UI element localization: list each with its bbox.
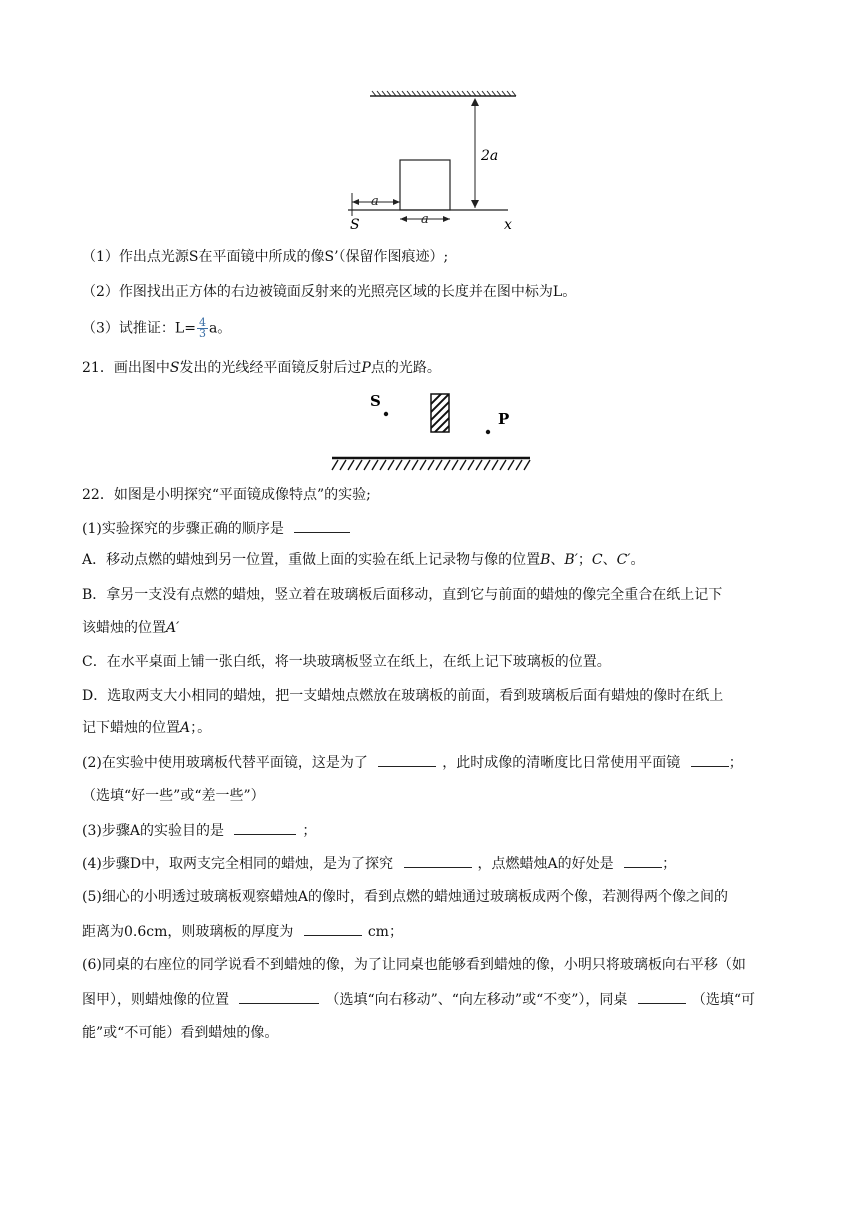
step2-text-b: ，此时成像的清晰度比日常使用平面镜 <box>442 755 681 771</box>
q20-part2: （2）作图找出正方体的右边被镜面反射来的光照亮区域的长度并在图中标为L。 <box>82 284 577 300</box>
q22-step5-line2 <box>82 921 403 942</box>
mirror-cube-figure <box>340 88 525 233</box>
answer-blank-1[interactable] <box>294 518 350 533</box>
q21-text-c: 点的光路。 <box>370 360 441 376</box>
q22-option-c: C．在水平桌面上铺一张白纸，将一块玻璃板竖立在纸上，在纸上记下玻璃板的位置。 <box>82 654 611 670</box>
option-a-B: B <box>540 552 551 568</box>
q21-P: P <box>361 360 371 376</box>
q20-part3 <box>82 318 231 339</box>
answer-blank-4[interactable] <box>234 820 296 835</box>
step6-text-a: 图甲），则蜡烛像的位置 <box>82 992 229 1008</box>
q21-text-a: 21．画出图中 <box>82 360 170 376</box>
q22-step4 <box>82 853 676 874</box>
q22-intro: 22．如图是小明探究“平面镜成像特点”的实验; <box>82 487 371 503</box>
q22-step6-line2 <box>82 989 755 1010</box>
answer-blank-9[interactable] <box>638 989 686 1004</box>
q21-text-b: 发出的光线经平面镜反射后过 <box>179 360 362 376</box>
step4-text-b: ，点燃蜡烛A的好处是 <box>477 856 614 872</box>
q20-part1: （1）作出点光源S在平面镜中所成的像S’（保留作图痕迹）; <box>82 249 449 265</box>
q22-option-b-line2 <box>82 618 179 638</box>
option-a-sep3: 、 <box>602 552 617 568</box>
q22-step6-line1: (6)同桌的右座位的同学说看不到蜡烛的像，为了让同桌也能够看到蜡烛的像，小明只将玻璃板向右平移（如 <box>82 957 746 973</box>
q22-step2-line1 <box>82 752 743 773</box>
option-a-end: 。 <box>630 552 645 568</box>
option-a-sep2: ； <box>577 552 592 568</box>
answer-blank-6[interactable] <box>624 853 662 868</box>
option-d-end: ；。 <box>190 720 212 736</box>
fraction-4-3 <box>197 318 208 339</box>
q22-option-b-line1: B．拿另一支没有点燃的蜡烛，竖立着在玻璃板后面移动，直到它与前面的蜡烛的像完全重合在纸上记下 <box>82 587 723 603</box>
q22-step3 <box>82 820 316 841</box>
answer-blank-5[interactable] <box>404 853 472 868</box>
q21-S: S <box>169 360 180 376</box>
q22-step5-line1: (5)细心的小明透过玻璃板观察蜡烛A的像时，看到点燃的蜡烛通过玻璃板成两个像，若测得两个像之间的 <box>82 889 728 905</box>
fraction-numerator: 4 <box>198 316 206 329</box>
label-S: S <box>350 217 360 233</box>
label-a-left: a <box>371 194 379 209</box>
answer-blank-8[interactable] <box>239 989 319 1004</box>
q20-part3-suffix: a。 <box>208 320 232 337</box>
q22-option-a <box>82 550 644 570</box>
q22-step2-line2: （选填“好一些”或“差一些”） <box>82 788 265 804</box>
option-a-Bprime: B′ <box>564 552 578 568</box>
q22-option-d-line1: D．选取两支大小相同的蜡烛，把一支蜡烛点燃放在玻璃板的前面，看到玻璃板后面有蜡烛的像时在纸上 <box>82 688 724 704</box>
step4-text-c: ； <box>662 856 677 872</box>
option-d-A: A <box>180 720 191 736</box>
option-b-text: 该蜡烛的位置 <box>82 620 166 636</box>
answer-blank-7[interactable] <box>304 921 362 936</box>
option-b-Aprime: A′ <box>166 620 180 636</box>
option-a-text: A．移动点燃的蜡烛到另一位置，重做上面的实验在纸上记录物与像的位置 <box>82 552 541 568</box>
option-a-sep1: 、 <box>550 552 565 568</box>
figure-P-label: P <box>498 410 510 428</box>
answer-blank-3[interactable] <box>691 752 729 767</box>
step2-text-c: ； <box>728 755 743 771</box>
q22-step1 <box>82 518 350 539</box>
q21-prompt <box>82 358 441 378</box>
step6-text-c: （选填“可 <box>691 992 756 1008</box>
q22-step1-text: (1)实验探究的步骤正确的顺序是 <box>82 521 284 537</box>
step4-text-a: (4)步骤D中，取两支完全相同的蜡烛，是为了探究 <box>82 856 394 872</box>
step3-text-a: (3)步骤A的实验目的是 <box>82 823 224 839</box>
fraction-denominator: 3 <box>198 327 206 340</box>
step5-text-b: cm； <box>367 924 403 940</box>
reflection-figure <box>326 384 536 476</box>
option-d-text: 记下蜡烛的位置 <box>82 720 180 736</box>
q22-step6-line3: 能”或“不可能）看到蜡烛的像。 <box>82 1025 279 1041</box>
step5-text-a: 距离为0.6cm，则玻璃板的厚度为 <box>82 924 294 940</box>
step3-text-b: ； <box>302 823 317 839</box>
q20-part3-prefix: （3）试推证：L= <box>82 320 196 337</box>
figure-S-label: S <box>370 392 381 410</box>
q22-option-d-line2 <box>82 718 211 738</box>
step2-text-a: (2)在实验中使用玻璃板代替平面镜，这是为了 <box>82 755 368 771</box>
step6-text-b: （选填“向右移动”、“向左移动”或“不变”），同桌 <box>325 992 628 1008</box>
answer-blank-2[interactable] <box>378 752 436 767</box>
label-2a: 2a <box>481 148 499 164</box>
option-a-C: C <box>591 552 603 568</box>
label-a-box: a <box>421 212 429 227</box>
label-x: x <box>504 217 512 233</box>
option-a-Cprime: C′ <box>616 552 631 568</box>
